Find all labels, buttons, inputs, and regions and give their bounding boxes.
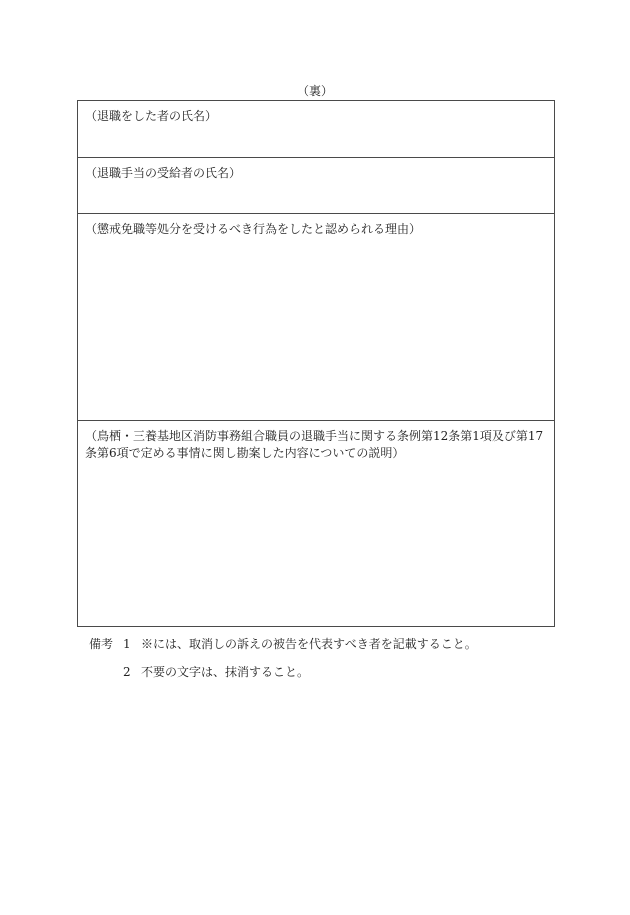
field-label: （鳥栖・三養基地区消防事務組合職員の退職手当に関する条例第12条第1項及び第17条第6項で定める事情に関し勘案した内容についての説明） [85,429,544,460]
notes-heading: 備考 [89,637,114,651]
note-number: 2 [123,665,131,679]
notes-heading-spacer [89,664,123,680]
field-label: （退職をした者の氏名） [85,109,218,123]
field-recipient-name[interactable] [78,158,554,214]
field-circumstances-explanation[interactable] [78,421,554,626]
note-item [89,664,559,680]
field-label: （退職手当の受給者の氏名） [85,166,242,180]
form-table [77,100,555,627]
note-item [89,636,559,652]
notes-section [89,636,559,692]
field-label: （懲戒免職等処分を受けるべき行為をしたと認められる理由） [85,222,422,236]
page-heading: （裏） [296,84,333,98]
note-text: ※には、取消しの訴えの被告を代表すべき者を記載すること。 [141,637,477,651]
field-retiree-name[interactable] [78,101,554,158]
field-disciplinary-reason[interactable] [78,214,554,421]
note-text: 不要の文字は、抹消すること。 [141,665,310,679]
note-number: 1 [123,637,131,651]
